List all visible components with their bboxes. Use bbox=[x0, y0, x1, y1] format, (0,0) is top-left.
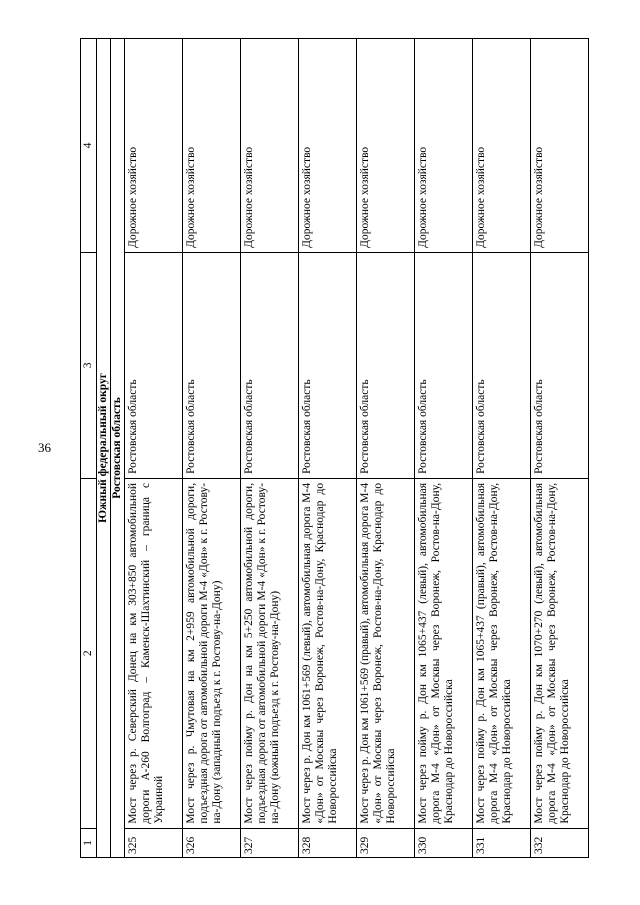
subject-name: Ростовская область bbox=[473, 252, 531, 478]
object-name: Мост через р. Северский Донец на км 303+850 автомобильной дороги А-260 Волгоград – Каменск-Шахтинский – граница с Украиной bbox=[125, 478, 183, 828]
object-name: Мост через р. Чмутовая на км 2+959 автомобильной дороги, подъездная дорога от автомобильной дороги М-4 «Дон» к г. Ростову-на-Дону (западный подъезд к г. Ростову-на-Дону) bbox=[183, 478, 241, 828]
owner-category: Дорожное хозяйство bbox=[299, 39, 357, 253]
subject-name: Ростовская область bbox=[183, 252, 241, 478]
subject-name: Ростовская область bbox=[531, 252, 589, 478]
owner-category: Дорожное хозяйство bbox=[183, 39, 241, 253]
header-col-1: 1 bbox=[81, 828, 97, 857]
owner-category: Дорожное хозяйство bbox=[415, 39, 473, 253]
table-row bbox=[531, 39, 589, 858]
row-number: 330 bbox=[415, 828, 473, 857]
table-row bbox=[357, 39, 415, 858]
table-row bbox=[125, 39, 183, 858]
row-number: 327 bbox=[241, 828, 299, 857]
owner-category: Дорожное хозяйство bbox=[125, 39, 183, 253]
table-row bbox=[473, 39, 531, 858]
rotated-page bbox=[80, 38, 571, 858]
object-name: Мост через пойму р. Дон км 1070+270 (левый), автомобильная дорога М-4 «Дон» от Москвы через Воронеж, Ростов-на-Дону, Краснодар до Новороссийска bbox=[531, 478, 589, 828]
region-row bbox=[111, 39, 125, 858]
object-name: Мост через р. Дон км 1061+569 (левый), автомобильная дорога М-4 «Дон» от Москвы через Воронеж, Ростов-на-Дону, Краснодар до Новороссийска bbox=[299, 478, 357, 828]
header-col-4: 4 bbox=[81, 39, 97, 253]
row-number: 328 bbox=[299, 828, 357, 857]
district-label: Южный федеральный округ bbox=[97, 39, 111, 858]
region-label: Ростовская область bbox=[111, 39, 125, 858]
subject-name: Ростовская область bbox=[357, 252, 415, 478]
table-row bbox=[299, 39, 357, 858]
row-number: 325 bbox=[125, 828, 183, 857]
object-name: Мост через пойму р. Дон на км 5+250 автомобильной дороги, подъездная дорога от автомобильной дороги М-4 «Дон» к г. Ростову-на-Дону (южный подъезд к г. Ростову-на-Дону) bbox=[241, 478, 299, 828]
row-number: 332 bbox=[531, 828, 589, 857]
object-name: Мост через р. Дон км 1061+569 (правый), автомобильная дорога М-4 «Дон» от Москвы через Воронеж, Ростов-на-Дону, Краснодар до Новороссийска bbox=[357, 478, 415, 828]
header-col-3: 3 bbox=[81, 252, 97, 478]
header-row bbox=[81, 39, 97, 858]
subject-name: Ростовская область bbox=[415, 252, 473, 478]
district-row bbox=[97, 39, 111, 858]
page-number: 36 bbox=[38, 440, 51, 455]
table-row bbox=[241, 39, 299, 858]
object-name: Мост через пойму р. Дон км 1065+437 (левый), автомобильная дорога М-4 «Дон» от Москвы через Воронеж, Ростов-на-Дону, Краснодар до Новороссийска bbox=[415, 478, 473, 828]
table-row bbox=[415, 39, 473, 858]
row-number: 329 bbox=[357, 828, 415, 857]
subject-name: Ростовская область bbox=[299, 252, 357, 478]
subject-name: Ростовская область bbox=[241, 252, 299, 478]
objects-table bbox=[80, 38, 589, 858]
subject-name: Ростовская область bbox=[125, 252, 183, 478]
owner-category: Дорожное хозяйство bbox=[357, 39, 415, 253]
row-number: 331 bbox=[473, 828, 531, 857]
owner-category: Дорожное хозяйство bbox=[473, 39, 531, 253]
table-row bbox=[183, 39, 241, 858]
owner-category: Дорожное хозяйство bbox=[241, 39, 299, 253]
row-number: 326 bbox=[183, 828, 241, 857]
header-col-2: 2 bbox=[81, 478, 97, 828]
owner-category: Дорожное хозяйство bbox=[531, 39, 589, 253]
object-name: Мост через пойму р. Дон км 1065+437 (правый), автомобильная дорога М-4 «Дон» от Москвы через Воронеж, Ростов-на-Дону, Краснодар до Новороссийска bbox=[473, 478, 531, 828]
